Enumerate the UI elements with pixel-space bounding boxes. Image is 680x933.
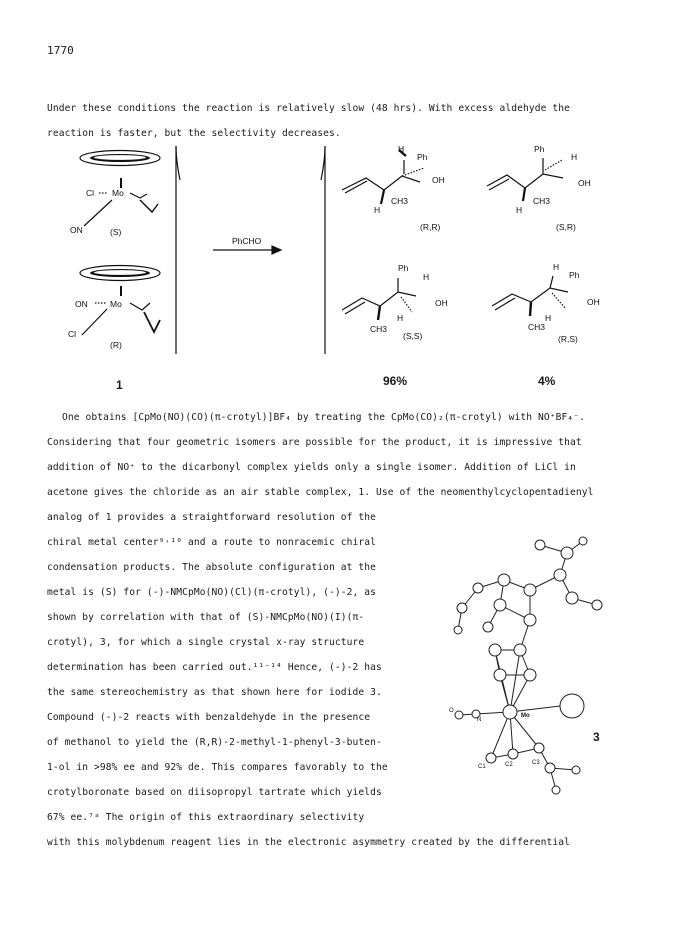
config-top-left: (S): [110, 227, 122, 237]
ss-h: H: [423, 272, 430, 282]
para3-line-4: crotylboronate based on diisopropyl tartrate which yields: [47, 787, 382, 798]
config-rs: (R,S): [558, 334, 578, 344]
config-rr: (R,R): [420, 222, 441, 232]
para2-line-1: analog of 1 provides a straightforward resolution of the: [47, 512, 377, 523]
para3-line-2: of methanol to yield the (R,R)-2-methyl-1-phenyl-3-buten-: [47, 737, 382, 748]
atom-on-top: ON: [70, 225, 83, 235]
rs-oh: OH: [587, 297, 600, 307]
config-ss: (S,S): [403, 331, 423, 341]
para3-line-3: 1-ol in >98% ee and 92% de. This compares favorably to the: [47, 762, 388, 773]
yield-rs: 4%: [538, 374, 556, 388]
reagent-label: PhCHO: [232, 236, 262, 246]
rr-ph: Ph: [417, 152, 428, 162]
sr-h2: H: [516, 205, 523, 215]
xray-c3-label: C3: [532, 760, 540, 766]
para3-line-1: Compound (-)-2 reacts with benzaldehyde in the presence: [47, 712, 371, 723]
intro-line-2: reaction is faster, but the selectivity decreases.: [47, 128, 341, 139]
rr-oh: OH: [432, 175, 445, 185]
atom-on-bottom: ON: [75, 299, 88, 309]
ss-oh: OH: [435, 298, 448, 308]
para1-line-3: addition of NO⁺ to the dicarbonyl complex yields only a single isomer. Addition of LiCl in: [47, 462, 576, 473]
ss-ch3: CH3: [370, 324, 388, 334]
para1-line-4: acetone gives the chloride as an air stable complex, 1. Use of the neomenthylcyclopentadienyl: [47, 487, 594, 498]
rr-h: H: [398, 144, 405, 154]
para1-line-1: One obtains [CpMo(NO)(CO)(π-crotyl)]BF₄ by treating the CpMo(CO)₂(π-crotyl) with NO⁺BF₄⁻.: [62, 412, 585, 423]
page-number: 1770: [47, 44, 74, 57]
atom-mo-bottom: Mo: [110, 299, 122, 309]
rs-ch3: CH3: [528, 322, 546, 332]
para2-line-4: metal is (S) for (-)-NMCpMo(NO)(Cl)(π-crotyl), (-)-2, as: [47, 587, 377, 598]
para2-line-3: condensation products. The absolute configuration at the: [47, 562, 377, 573]
sr-oh: OH: [578, 178, 591, 188]
ss-ph: Ph: [398, 263, 409, 273]
rr-h2: H: [374, 205, 381, 215]
rs-ph: Ph: [569, 270, 580, 280]
para2-line-5: shown by correlation with that of (S)-NMCpMo(NO)(I)(π-: [47, 612, 365, 623]
sr-ph: Ph: [534, 144, 545, 154]
para2-line-6: crotyl), 3, for which a single crystal x-ray structure: [47, 637, 365, 648]
yield-ss: 96%: [383, 374, 408, 388]
para2-line-2: chiral metal center⁹˒¹⁰ and a route to nonracemic chiral: [47, 537, 377, 548]
para1-line-2: Considering that four geometric isomers are possible for the product, it is impressive that: [47, 437, 582, 448]
para2-line-7: determination has been carried out.¹¹⁻¹⁴ Hence, (-)-2 has: [47, 662, 382, 673]
sr-h: H: [571, 152, 578, 162]
config-sr: (S,R): [556, 222, 576, 232]
xray-o-label: O: [449, 708, 454, 714]
atom-mo-top: Mo: [112, 188, 124, 198]
para2-line-8: the same stereochemistry as that shown here for iodide 3.: [47, 687, 382, 698]
sr-ch3: CH3: [533, 196, 551, 206]
para3-line-6: with this molybdenum reagent lies in the electronic asymmetry created by the differential: [47, 837, 570, 848]
xray-n-label: N: [477, 717, 482, 723]
config-bottom-left: (R): [110, 340, 122, 350]
xray-c2-label: C2: [505, 762, 513, 768]
rr-ch3: CH3: [391, 196, 409, 206]
intro-line-1: Under these conditions the reaction is relatively slow (48 hrs). With excess aldehyde the: [47, 103, 570, 114]
compound-1-label: 1: [116, 378, 123, 392]
compound-3-label: 3: [593, 730, 600, 744]
xray-mo-label: Mo: [521, 713, 530, 719]
para3-line-5: 67% ee.⁷ᵃ The origin of this extraordinary selectivity: [47, 812, 365, 823]
atom-cl-bottom: Cl: [68, 329, 77, 339]
rs-h: H: [553, 262, 560, 272]
rs-h2: H: [545, 313, 552, 323]
ss-h2: H: [397, 313, 404, 323]
atom-cl-top: Cl: [86, 188, 95, 198]
xray-c1-label: C1: [478, 764, 486, 770]
